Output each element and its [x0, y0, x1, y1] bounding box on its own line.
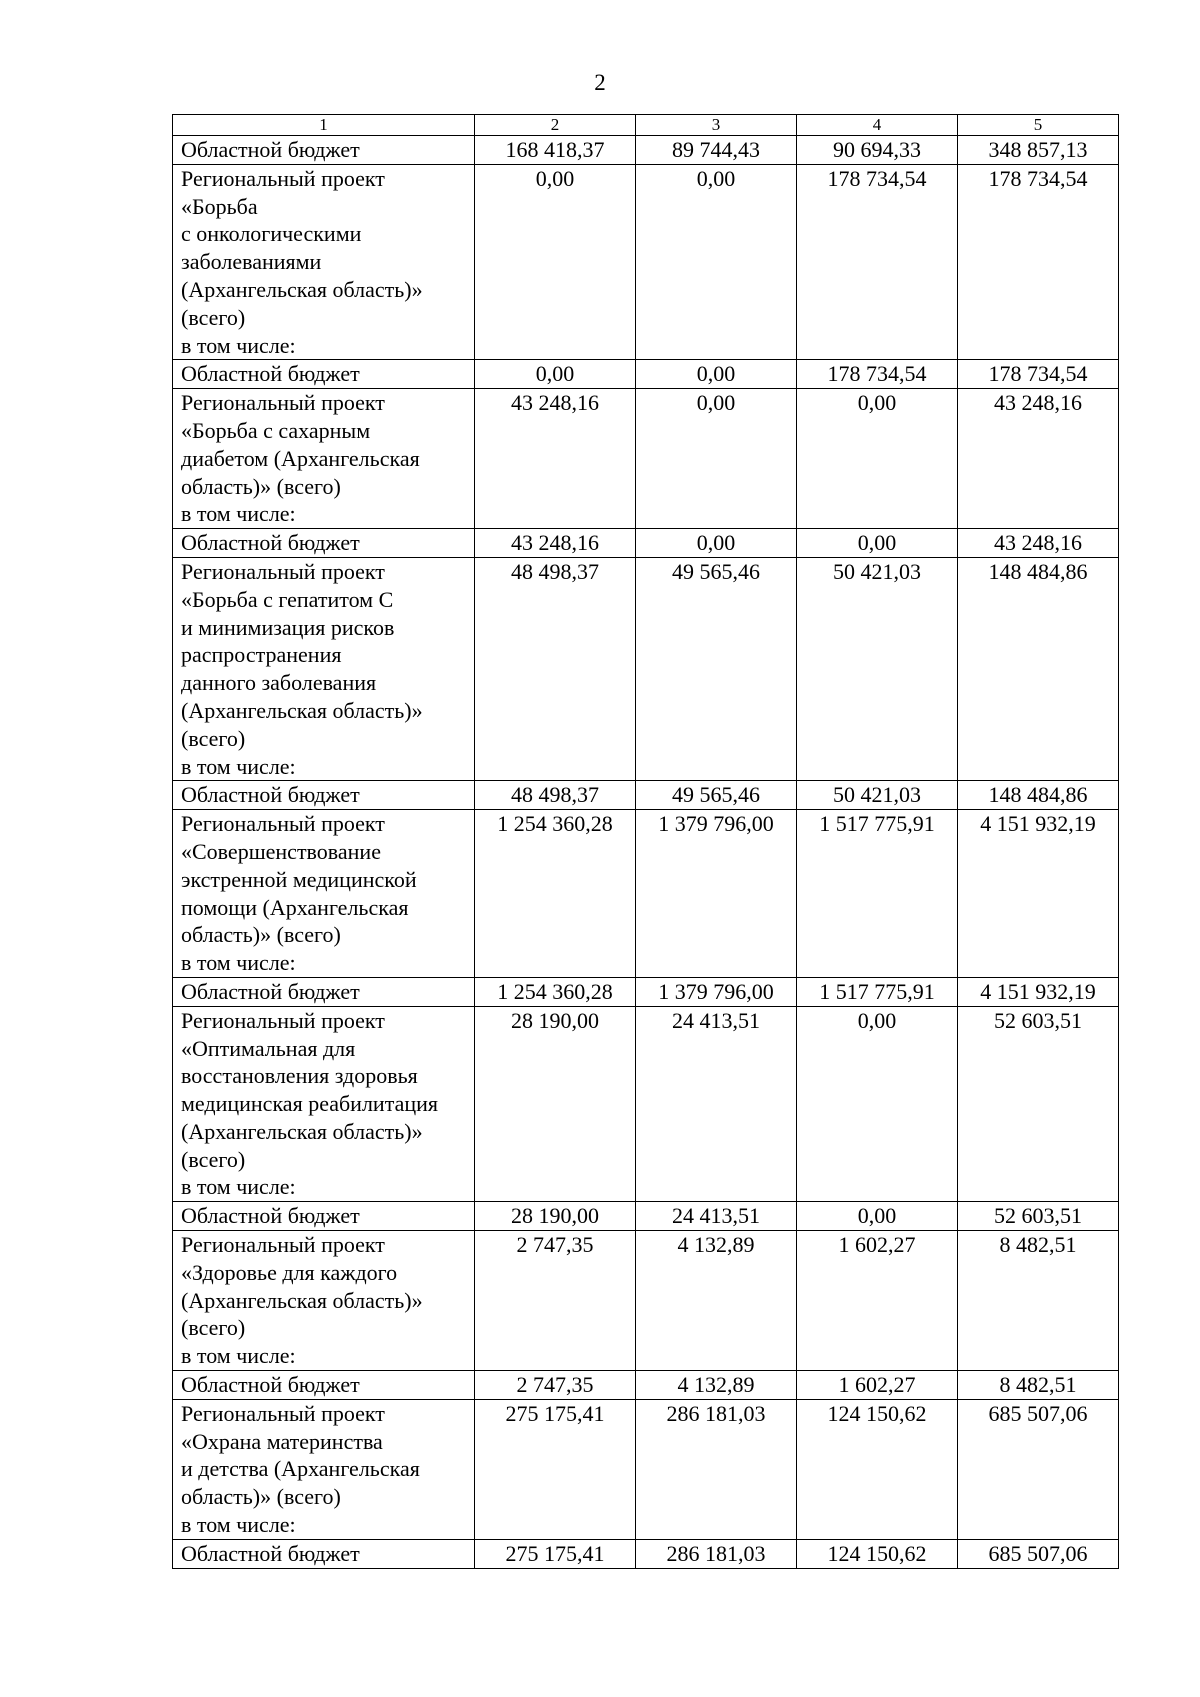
amount-cell: 1 602,27	[797, 1371, 958, 1400]
row-label-cell: Областной бюджет	[173, 1539, 475, 1568]
amount-cell: 0,00	[636, 164, 797, 360]
amount-cell: 43 248,16	[958, 529, 1119, 558]
amount-cell: 0,00	[636, 389, 797, 529]
row-label-cell: Областной бюджет	[173, 1202, 475, 1231]
amount-cell: 90 694,33	[797, 136, 958, 165]
amount-cell: 0,00	[475, 360, 636, 389]
column-number-row	[173, 115, 1119, 136]
budget-table	[172, 114, 1119, 1569]
amount-cell: 52 603,51	[958, 1006, 1119, 1202]
amount-cell: 28 190,00	[475, 1006, 636, 1202]
row-label-cell: Региональный проект «Здоровье для каждого (Архангельская область)» (всего) в том числе:	[173, 1231, 475, 1371]
column-number-cell: 2	[475, 115, 636, 136]
amount-cell: 43 248,16	[475, 529, 636, 558]
amount-cell: 1 254 360,28	[475, 810, 636, 978]
row-label-cell: Региональный проект «Борьба с онкологическими заболеваниями (Архангельская область)» (всего) в том числе:	[173, 164, 475, 360]
budget-table-body	[173, 115, 1119, 1569]
row-label-cell: Областной бюджет	[173, 136, 475, 165]
table-row	[173, 1231, 1119, 1371]
amount-cell: 28 190,00	[475, 1202, 636, 1231]
amount-cell: 1 254 360,28	[475, 977, 636, 1006]
table-row	[173, 557, 1119, 780]
table-row	[173, 136, 1119, 165]
amount-cell: 1 517 775,91	[797, 977, 958, 1006]
amount-cell: 43 248,16	[475, 389, 636, 529]
table-row	[173, 164, 1119, 360]
amount-cell: 148 484,86	[958, 557, 1119, 780]
amount-cell: 0,00	[636, 529, 797, 558]
amount-cell: 8 482,51	[958, 1371, 1119, 1400]
column-number-cell: 1	[173, 115, 475, 136]
amount-cell: 1 379 796,00	[636, 810, 797, 978]
amount-cell: 49 565,46	[636, 781, 797, 810]
table-row	[173, 781, 1119, 810]
amount-cell: 2 747,35	[475, 1371, 636, 1400]
amount-cell: 48 498,37	[475, 781, 636, 810]
amount-cell: 4 151 932,19	[958, 810, 1119, 978]
amount-cell: 178 734,54	[797, 164, 958, 360]
column-number-cell: 5	[958, 115, 1119, 136]
row-label-cell: Региональный проект «Совершенствование экстренной медицинской помощи (Архангельская область)» (всего) в том числе:	[173, 810, 475, 978]
amount-cell: 178 734,54	[958, 164, 1119, 360]
row-label-cell: Региональный проект «Охрана материнства и детства (Архангельская область)» (всего) в том числе:	[173, 1399, 475, 1539]
table-row	[173, 810, 1119, 978]
amount-cell: 348 857,13	[958, 136, 1119, 165]
amount-cell: 1 602,27	[797, 1231, 958, 1371]
table-row	[173, 1202, 1119, 1231]
amount-cell: 2 747,35	[475, 1231, 636, 1371]
row-label-cell: Региональный проект «Борьба с гепатитом С и минимизация рисков распространения данного заболевания (Архангельская область)» (всего) в том числе:	[173, 557, 475, 780]
column-number-cell: 3	[636, 115, 797, 136]
amount-cell: 24 413,51	[636, 1202, 797, 1231]
amount-cell: 0,00	[797, 389, 958, 529]
amount-cell: 178 734,54	[797, 360, 958, 389]
amount-cell: 286 181,03	[636, 1539, 797, 1568]
amount-cell: 0,00	[797, 1202, 958, 1231]
amount-cell: 1 379 796,00	[636, 977, 797, 1006]
amount-cell: 48 498,37	[475, 557, 636, 780]
amount-cell: 0,00	[475, 164, 636, 360]
amount-cell: 168 418,37	[475, 136, 636, 165]
amount-cell: 275 175,41	[475, 1539, 636, 1568]
amount-cell: 685 507,06	[958, 1399, 1119, 1539]
row-label-cell: Областной бюджет	[173, 1371, 475, 1400]
table-row	[173, 977, 1119, 1006]
table-row	[173, 1006, 1119, 1202]
amount-cell: 24 413,51	[636, 1006, 797, 1202]
amount-cell: 685 507,06	[958, 1539, 1119, 1568]
amount-cell: 49 565,46	[636, 557, 797, 780]
amount-cell: 8 482,51	[958, 1231, 1119, 1371]
table-row	[173, 1539, 1119, 1568]
amount-cell: 124 150,62	[797, 1399, 958, 1539]
page-number: 2	[594, 70, 606, 95]
table-row	[173, 1399, 1119, 1539]
amount-cell: 0,00	[797, 529, 958, 558]
amount-cell: 50 421,03	[797, 557, 958, 780]
amount-cell: 4 151 932,19	[958, 977, 1119, 1006]
table-row	[173, 360, 1119, 389]
amount-cell: 275 175,41	[475, 1399, 636, 1539]
row-label-cell: Областной бюджет	[173, 977, 475, 1006]
table-row	[173, 529, 1119, 558]
amount-cell: 0,00	[636, 360, 797, 389]
amount-cell: 52 603,51	[958, 1202, 1119, 1231]
row-label-cell: Областной бюджет	[173, 529, 475, 558]
amount-cell: 50 421,03	[797, 781, 958, 810]
amount-cell: 4 132,89	[636, 1371, 797, 1400]
row-label-cell: Областной бюджет	[173, 360, 475, 389]
amount-cell: 178 734,54	[958, 360, 1119, 389]
row-label-cell: Областной бюджет	[173, 781, 475, 810]
amount-cell: 286 181,03	[636, 1399, 797, 1539]
column-number-cell: 4	[797, 115, 958, 136]
amount-cell: 4 132,89	[636, 1231, 797, 1371]
amount-cell: 43 248,16	[958, 389, 1119, 529]
amount-cell: 1 517 775,91	[797, 810, 958, 978]
table-row	[173, 1371, 1119, 1400]
row-label-cell: Региональный проект «Борьба с сахарным диабетом (Архангельская область)» (всего) в том числе:	[173, 389, 475, 529]
amount-cell: 148 484,86	[958, 781, 1119, 810]
row-label-cell: Региональный проект «Оптимальная для восстановления здоровья медицинская реабилитация (Архангельская область)» (всего) в том числе:	[173, 1006, 475, 1202]
amount-cell: 89 744,43	[636, 136, 797, 165]
amount-cell: 0,00	[797, 1006, 958, 1202]
amount-cell: 124 150,62	[797, 1539, 958, 1568]
table-row	[173, 389, 1119, 529]
